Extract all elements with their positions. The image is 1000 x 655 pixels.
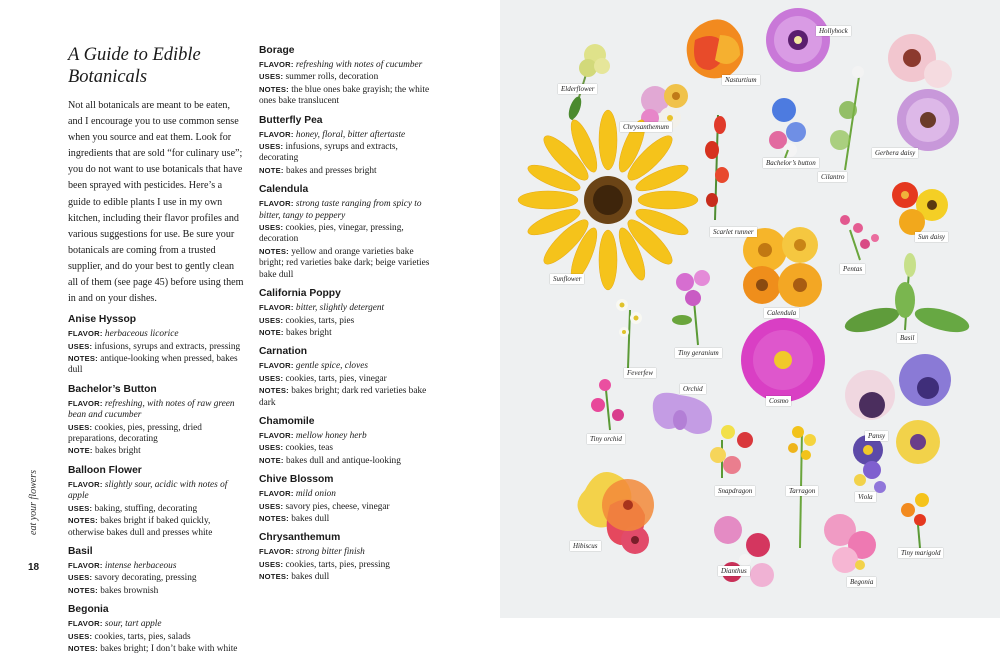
flavor-value: gentle spice, cloves: [295, 361, 368, 372]
flavor-value: refreshing with notes of cucumber: [295, 60, 423, 70]
entry: [259, 345, 439, 409]
uses-value: cookies, pies, vinegar, pressing, decoration: [259, 223, 404, 245]
uses-value: cookies, teas: [285, 443, 334, 454]
label-orchid: Orchid: [680, 384, 706, 394]
entry-name: Balloon Flower: [68, 464, 142, 476]
uses-label: USES:: [259, 72, 284, 82]
flavor-value: honey, floral, bitter aftertaste: [295, 129, 406, 140]
entry-notes: [259, 327, 439, 339]
uses-value: infusions, syrups and extracts, pressing: [94, 341, 241, 352]
running-head: eat your flowers: [28, 470, 39, 535]
label-gerbera: Gerbera daisy: [872, 148, 918, 158]
entry-name: Begonia: [68, 604, 109, 616]
feverfew-illustration: [616, 299, 642, 368]
flavor-label: FLAVOR:: [259, 199, 294, 209]
entry-uses: [68, 341, 246, 353]
entry-flavor: [259, 302, 439, 314]
entry-flavor: [259, 546, 439, 558]
flavor-value: mellow honey herb: [295, 430, 367, 441]
uses-label: USES:: [259, 315, 284, 325]
uses-value: cookies, tarts, pies, pressing: [285, 559, 390, 570]
entry-uses: [68, 631, 246, 643]
entry: [68, 464, 246, 539]
label-hollyhock: Hollyhock: [816, 26, 851, 36]
flavor-value: sour, tart apple: [104, 619, 162, 630]
flower-photo: [500, 0, 1000, 618]
notes-value: bakes bright; I don’t bake with white: [100, 643, 238, 654]
label-cosmo: Cosmo: [766, 396, 791, 406]
entry-notes: [259, 165, 439, 177]
uses-value: savory decorating, pressing: [94, 573, 197, 584]
uses-label: USES:: [68, 503, 93, 513]
hollyhock-illustration: [766, 8, 830, 72]
entry: [259, 531, 439, 583]
notes-value: bakes dull and antique-looking: [285, 455, 401, 466]
entry-name: Carnation: [259, 346, 308, 358]
entry-flavor: [259, 129, 439, 141]
uses-label: USES:: [259, 373, 284, 383]
column-right: [259, 44, 439, 584]
orchid-illustration: [653, 393, 712, 434]
notes-label: NOTES:: [259, 513, 289, 523]
uses-value: cookies, tarts, pies, salads: [94, 631, 191, 642]
label-pansy: Pansy: [865, 431, 888, 441]
entry-flavor: [68, 328, 246, 340]
entry-name: Chamomile: [259, 415, 315, 427]
label-cilantro: Cilantro: [818, 172, 847, 182]
notes-label: NOTE:: [259, 327, 284, 337]
entry-flavor: [68, 398, 246, 422]
entry-notes: [259, 513, 439, 525]
flavor-value: slightly sour, acidic with notes of apple: [68, 479, 228, 502]
uses-label: USES:: [259, 501, 284, 511]
entry-notes: [68, 353, 246, 377]
uses-value: cookies, tarts, pies: [285, 315, 355, 326]
sunflower-illustration: [518, 110, 698, 290]
uses-value: cookies, pies, pressing, dried preparations, decorating: [68, 422, 202, 445]
uses-label: USES:: [259, 559, 284, 569]
nasturtium-illustration: [687, 19, 744, 78]
flavor-label: FLAVOR:: [259, 303, 294, 313]
uses-value: cookies, tarts, pies, vinegar: [285, 373, 387, 384]
bachelors-button-illustration: [769, 98, 806, 158]
flavor-label: FLAVOR:: [259, 547, 294, 557]
uses-label: USES:: [68, 341, 93, 351]
flavor-label: FLAVOR:: [259, 489, 294, 499]
entry: [68, 383, 246, 458]
uses-label: USES:: [259, 223, 284, 233]
page-number: 18: [28, 562, 40, 573]
entry: [68, 545, 246, 597]
flavor-label: FLAVOR:: [68, 479, 103, 489]
cosmo-illustration: [741, 318, 825, 402]
entry-uses: [68, 422, 246, 446]
gerbera-illustration: [888, 34, 959, 151]
label-elderflower: Elderflower: [558, 84, 597, 94]
entry: [259, 44, 439, 108]
entry: [259, 415, 439, 467]
entry-name: Butterfly Pea: [259, 114, 323, 126]
entry-notes: [259, 385, 439, 409]
notes-value: bakes dull: [291, 572, 330, 583]
flavor-value: strong bitter finish: [295, 547, 365, 558]
entry-name: Chrysanthemum: [259, 532, 341, 544]
notes-value: antique-looking when pressed, bakes dull: [68, 354, 238, 376]
entry-uses: [68, 503, 246, 515]
notes-value: yellow and orange varieties bake bright; red varieties bake dark; beige varieties bake dull: [259, 246, 430, 280]
notes-value: bakes bright: [94, 446, 141, 457]
uses-label: USES:: [259, 443, 284, 453]
flavor-value: intense herbaceous: [104, 560, 177, 571]
entry-notes: [68, 643, 246, 655]
entry-flavor: [259, 59, 439, 71]
notes-value: the blue ones bake grayish; the white ones bake translucent: [259, 84, 430, 107]
entry-uses: [259, 442, 439, 454]
uses-value: savory pies, cheese, vinegar: [285, 501, 390, 512]
notes-label: NOTES:: [259, 84, 289, 94]
label-sunflower: Sunflower: [550, 274, 584, 284]
label-marigold: Tiny marigold: [898, 548, 943, 558]
entry-uses: [259, 315, 439, 327]
notes-label: NOTE:: [68, 446, 93, 456]
entry-uses: [259, 373, 439, 385]
flavor-label: FLAVOR:: [68, 329, 103, 339]
flavor-label: FLAVOR:: [259, 430, 294, 440]
label-sundaisy: Sun daisy: [915, 232, 948, 242]
notes-label: NOTES:: [68, 516, 98, 526]
flavor-value: mild onion: [295, 489, 336, 500]
tiny-geranium-illustration: [672, 270, 710, 345]
notes-value: bakes bright: [285, 327, 332, 338]
tiny-marigold-illustration: [901, 493, 929, 548]
guide-title: A Guide to Edible Botanicals: [68, 45, 201, 87]
uses-label: USES:: [68, 422, 93, 432]
flavor-value: bitter, slightly detergent: [295, 303, 385, 314]
uses-label: USES:: [259, 142, 284, 152]
uses-label: USES:: [68, 631, 93, 641]
label-calendula: Calendula: [764, 308, 799, 318]
entry-name: Bachelor’s Button: [68, 383, 157, 395]
notes-label: NOTES:: [259, 246, 289, 256]
label-geranium: Tiny geranium: [675, 348, 722, 358]
flavor-value: herbaceous licorice: [104, 329, 179, 340]
elderflower-illustration: [566, 44, 610, 121]
notes-label: NOTES:: [68, 643, 98, 653]
tiny-orchid-illustration: [591, 379, 624, 430]
entry-name: Anise Hyssop: [68, 314, 137, 326]
guide-intro: Not all botanicals are meant to be eaten, and I encourage you to use common sense when you source and eat them. Look for ingredients that are sold “for culinary use”; you do not want to use botanicals that have been sprayed with pesticides. Here’s a guide to edible plants I use in my own kitchen, including their flavor profiles and various suggestions for use. Be sure your botanicals are coming from a trusted supplier, and do your best to gently clean all of them (see page 45) before using them in and on your dishes.: [68, 100, 244, 305]
entry-notes: [68, 445, 246, 457]
scarlet-runner-illustration: [705, 115, 729, 220]
label-tinyorchid: Tiny orchid: [587, 434, 625, 444]
uses-value: infusions, syrups and extracts, decorating: [259, 142, 398, 164]
entry-notes: [259, 455, 439, 467]
entry-flavor: [68, 618, 246, 630]
entry-uses: [68, 572, 246, 584]
entry-notes: [259, 246, 439, 281]
left-page: [0, 0, 500, 654]
entry-name: Borage: [259, 45, 295, 56]
entries-list-right: [259, 44, 439, 584]
entry: [259, 114, 439, 178]
flavor-label: FLAVOR:: [68, 619, 103, 629]
label-nasturtium: Nasturtium: [722, 75, 760, 85]
flavor-value: strong taste ranging from spicy to bitter, tangy to peppery: [259, 199, 422, 221]
entry-notes: [259, 84, 439, 108]
notes-value: bakes dull: [291, 513, 330, 524]
notes-value: bakes and presses bright: [285, 165, 377, 176]
dianthus-illustration: [714, 516, 774, 587]
label-viola: Viola: [855, 492, 876, 502]
notes-value: bakes brownish: [100, 585, 159, 596]
cilantro-illustration: [830, 66, 864, 170]
entry: [259, 473, 439, 525]
label-pentas: Pentas: [840, 264, 865, 274]
entry-uses: [259, 559, 439, 571]
viola-illustration: [854, 461, 886, 493]
uses-value: summer rolls, decoration: [285, 72, 379, 83]
notes-label: NOTES:: [259, 572, 289, 582]
entry: [68, 313, 246, 377]
begonia-illustration: [824, 514, 876, 573]
notes-label: NOTES:: [68, 585, 98, 595]
entry-notes: [68, 585, 246, 597]
flavor-label: FLAVOR:: [259, 60, 294, 69]
entry-uses: [259, 71, 439, 83]
uses-value: baking, stuffing, decorating: [94, 503, 198, 514]
label-feverfew: Feverfew: [624, 368, 656, 378]
notes-label: NOTE:: [259, 455, 284, 465]
label-bachelors: Bachelor’s button: [763, 158, 819, 168]
entries-list-left: [68, 313, 246, 655]
label-dianthus: Dianthus: [718, 566, 750, 576]
flavor-label: FLAVOR:: [259, 361, 294, 371]
entry-name: Basil: [68, 545, 93, 557]
label-tarragon: Tarragon: [786, 486, 818, 496]
entry-name: Chive Blossom: [259, 474, 334, 486]
entry-name: Calendula: [259, 184, 309, 196]
entry-name: California Poppy: [259, 288, 341, 300]
notes-value: bakes bright if baked quickly, otherwise bakes dull and presses white: [68, 516, 213, 538]
flavor-value: refreshing, with notes of raw green bean and cucumber: [68, 398, 235, 421]
entry-uses: [259, 141, 439, 165]
column-left: [68, 44, 246, 655]
entry: [259, 183, 439, 281]
label-begonia: Begonia: [847, 577, 876, 587]
label-chrysanthemum: Chrysanthemum: [620, 122, 672, 132]
label-snapdragon: Snapdragon: [715, 486, 755, 496]
flavor-label: FLAVOR:: [68, 398, 103, 408]
entry-flavor: [259, 360, 439, 372]
uses-label: USES:: [68, 573, 93, 583]
entry-notes: [68, 515, 246, 539]
snapdragon-illustration: [710, 425, 753, 478]
notes-value: bakes bright; dark red varieties bake dark: [259, 386, 427, 408]
notes-label: NOTES:: [259, 386, 289, 396]
flavor-label: FLAVOR:: [259, 129, 294, 139]
notes-label: NOTES:: [68, 354, 98, 364]
sun-daisy-illustration: [892, 182, 948, 235]
entry-notes: [259, 571, 439, 583]
entry: [259, 287, 439, 339]
pentas-illustration: [840, 215, 879, 260]
label-hibiscus: Hibiscus: [570, 541, 601, 551]
entry-flavor: [68, 479, 246, 503]
flavor-label: FLAVOR:: [68, 560, 103, 570]
entry-flavor: [259, 488, 439, 500]
entry-flavor: [68, 560, 246, 572]
entry: [68, 603, 246, 655]
entry-flavor: [259, 198, 439, 222]
calendula-illustration: [743, 227, 822, 307]
pansy-illustration: [845, 354, 951, 465]
entry-uses: [259, 222, 439, 246]
label-basil: Basil: [897, 333, 917, 343]
entry-flavor: [259, 430, 439, 442]
notes-label: NOTE:: [259, 165, 284, 175]
entry-uses: [259, 501, 439, 513]
label-scarlet: Scarlet runner: [710, 227, 757, 237]
